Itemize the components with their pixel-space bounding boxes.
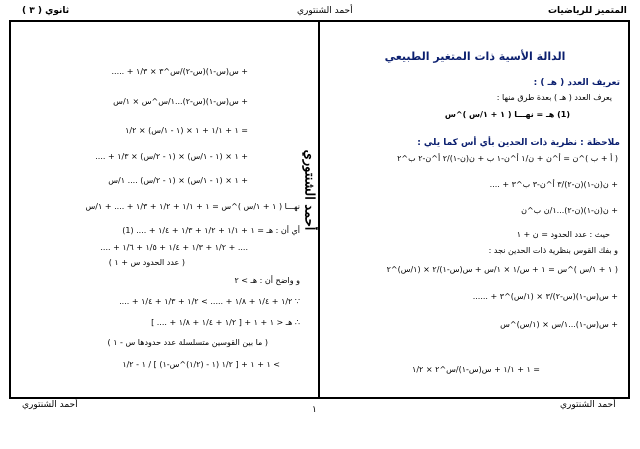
definition-formula: (1) هـ = نهـــا ( ١ + ١/س )^س xyxy=(444,110,570,119)
footer-left: أحمد الشنتوري xyxy=(22,400,78,410)
left-line-5: + ١ × (١ - ١/س) × (١ - ٢/س) .... ١/س xyxy=(108,176,248,185)
expand-line-1: ( ١ + ١/س )^س = ١ + س/١ × ١/س + س(س-١)/٢ × (١/س)^٢ xyxy=(386,265,618,274)
expansion-line-2: + ن(ن-١)(ن-٢)/٣ أ^ن-٣ ب^٣ + .... xyxy=(489,180,618,189)
left-line-4: + ١ × (١ - ١/س) × (١ - ٢/س) × ١/٣ + .... xyxy=(95,152,248,161)
definition-heading: تعريف العدد ( هـ ) : xyxy=(533,78,620,88)
expand-line-4: = ١ + ١/١ + س(س-١)/س^٢ × ١/٢ xyxy=(412,365,540,374)
header-author: أحمد الشنتوري xyxy=(297,6,353,16)
header-grade: ( ٣ ) ثانوي xyxy=(22,6,70,16)
definition-text: يعرف العدد ( هـ ) بعدة طرق منها : xyxy=(496,93,612,102)
left-line-10: و واضح أن : هـ > ٢ xyxy=(234,276,300,285)
left-line-11: ∵ ١/٢ + ١/٤ + ١/٨ + ..... > ١/٢ + ١/٣ + ١/٤ + .... xyxy=(119,297,300,306)
left-line-13: ( ما بين القوسين متسلسلة عدد حدودها س - ١ ) xyxy=(107,338,268,347)
expansion-line-1: ( أ + ب )^ن = أ^ن + ن/١ أ^ن-١ ب + ن(ن-١)/٢ أ^ن-٢ ب^٢ xyxy=(397,154,618,163)
expansion-line-3: + ن(ن-١)(ن-٢)...١/ن ب^ن xyxy=(521,206,618,215)
left-line-6: نهـــا ( ١ + ١/س )^س = ١ + ١/١ + ١/٢ + ١/٣ + .... + ١/س xyxy=(85,202,300,211)
left-line-12: ∴ هـ < ١ + ١ + [ ١/٢ + ١/٤ + ١/٨ + .... ] xyxy=(151,318,300,327)
expand-text: و بفك القوس بنظرية ذات الحدين نجد : xyxy=(488,246,618,255)
left-line-2: + س(س-١)(س-٢)...١/س^س × ١/س xyxy=(113,97,248,106)
header-subject: المتميز للرياضيات xyxy=(548,6,627,16)
left-line-1: + س(س-١)(س-٢)/س^٣ × ١/٣ + ..... xyxy=(111,67,248,76)
left-line-7: أي أن : هـ = ١ + ١/١ + ١/٢ + ١/٣ + ١/٤ + .... (1) xyxy=(122,226,300,235)
note-heading: ملاحظة : نظرية ذات الحدين بأي أس كما يلي : xyxy=(417,138,620,148)
left-line-14: > ١ + ١ + [ ١/٢ (١ - (١/٢)^س-١) ] / ١ - ١/٢ xyxy=(122,360,280,369)
left-line-9: ( عدد الحدود س + ١ ) xyxy=(108,258,185,267)
signature-text: أحمد الشنتوري xyxy=(301,149,317,231)
left-line-8: .... + ١/٢ + ١/٣ + ١/٤ + ١/٥ + ١/٦ + .... xyxy=(100,243,248,252)
left-line-3: = ١ + ١/١ + ١ × (١ - ١/س) × ١/٢ xyxy=(125,126,248,135)
author-signature xyxy=(296,150,322,230)
footer-right: أحمد الشنتوري xyxy=(560,400,616,410)
page-number: ١ xyxy=(312,405,317,415)
expand-line-2: + س(س-١)(س-٢)/٣ × (١/س)^٣ + ...... xyxy=(472,292,618,301)
page-title: الدالة الأسية ذات المتغير الطبيعي xyxy=(384,50,566,63)
expand-line-3: + س(س-١)...١/س × (١/س)^س xyxy=(500,320,618,329)
term-count: حيث : عدد الحدود = ن + ١ xyxy=(516,230,610,239)
